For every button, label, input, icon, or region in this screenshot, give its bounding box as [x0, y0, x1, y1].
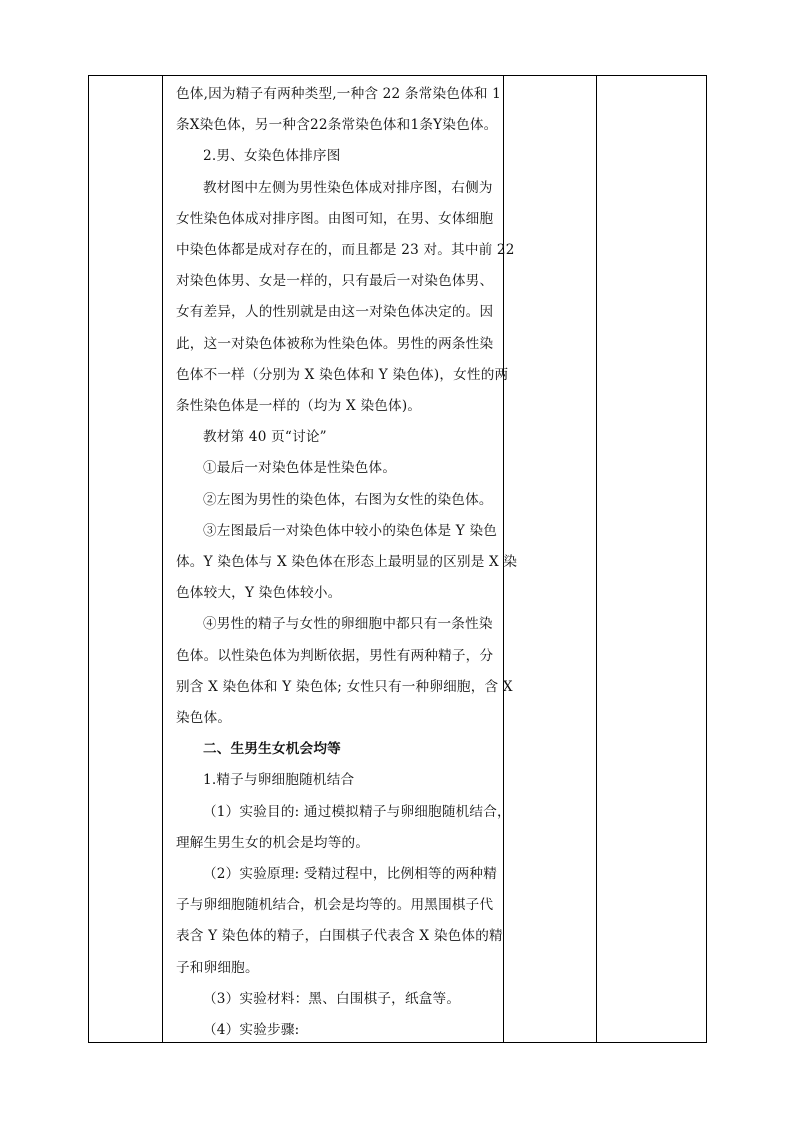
text-line: ①最后一对染色体是性染色体。	[203, 460, 397, 477]
column-divider-1	[162, 76, 163, 1042]
text-line: 条性染色体是一样的（均为 X 染色体)。	[176, 398, 422, 415]
text-line: ④男性的精子与女性的卵细胞中都只有一条性染	[203, 616, 493, 633]
text-line: 子与卵细胞随机结合，机会是均等的。用黑围棋子代	[176, 897, 494, 914]
text-line: 理解生男生女的机会是均等的。	[176, 834, 370, 851]
column-divider-3	[596, 76, 597, 1042]
lesson-table	[88, 75, 707, 1043]
text-line: 色体。以性染色体为判断依据，男性有两种精子，分	[176, 647, 494, 664]
text-line: 染色体。	[176, 710, 232, 727]
text-line: 色体较大，Y 染色体较小。	[176, 585, 342, 602]
text-line: 女有差异，人的性别就是由这一对染色体决定的。因	[176, 304, 494, 321]
text-line: 别含 X 染色体和 Y 染色体; 女性只有一种卵细胞，含 X	[176, 678, 513, 695]
text-line: （4）实验步骤:	[203, 1022, 300, 1039]
section-heading: 二、生男生女机会均等	[203, 741, 341, 758]
text-line: 体。Y 染色体与 X 染色体在形态上最明显的区别是 X 染	[176, 554, 518, 571]
text-line: ③左图最后一对染色体中较小的染色体是 Y 染色	[203, 522, 498, 539]
text-line: 色体不一样（分别为 X 染色体和 Y 染色体)，女性的两	[176, 366, 509, 383]
text-line: 2.男、女染色体排序图	[203, 148, 341, 165]
text-line: 教材图中左侧为男性染色体成对排序图，右侧为	[203, 179, 493, 196]
text-line: 对染色体男、女是一样的，只有最后一对染色体男、	[176, 273, 494, 290]
lesson-content-cell	[172, 79, 518, 1046]
text-line: 教材第 40 页“讨论”	[203, 429, 327, 446]
text-line: ②左图为男性的染色体，右图为女性的染色体。	[203, 491, 493, 508]
text-line: 条X染色体，另一种含22条常染色体和1条Y染色体。	[176, 117, 498, 134]
text-line: 表含 Y 染色体的精子，白围棋子代表含 X 染色体的精	[176, 928, 503, 945]
text-line: 色体,因为精子有两种类型,一种含 22 条常染色体和 1	[176, 86, 502, 102]
text-line: 此，这一对染色体被称为性染色体。男性的两条性染	[176, 335, 494, 352]
text-line: 子和卵细胞。	[176, 959, 259, 976]
text-line: （2）实验原理: 受精过程中，比例相等的两种精	[203, 866, 498, 883]
text-line: 1.精子与卵细胞随机结合	[203, 772, 355, 789]
text-line: （1）实验目的: 通过模拟精子与卵细胞随机结合，	[203, 803, 511, 820]
text-line: 中染色体都是成对存在的，而且都是 23 对。其中前 22	[176, 242, 515, 259]
text-line: （3）实验材料：黑、白围棋子，纸盒等。	[203, 990, 461, 1007]
text-line: 女性染色体成对排序图。由图可知，在男、女体细胞	[176, 210, 494, 227]
